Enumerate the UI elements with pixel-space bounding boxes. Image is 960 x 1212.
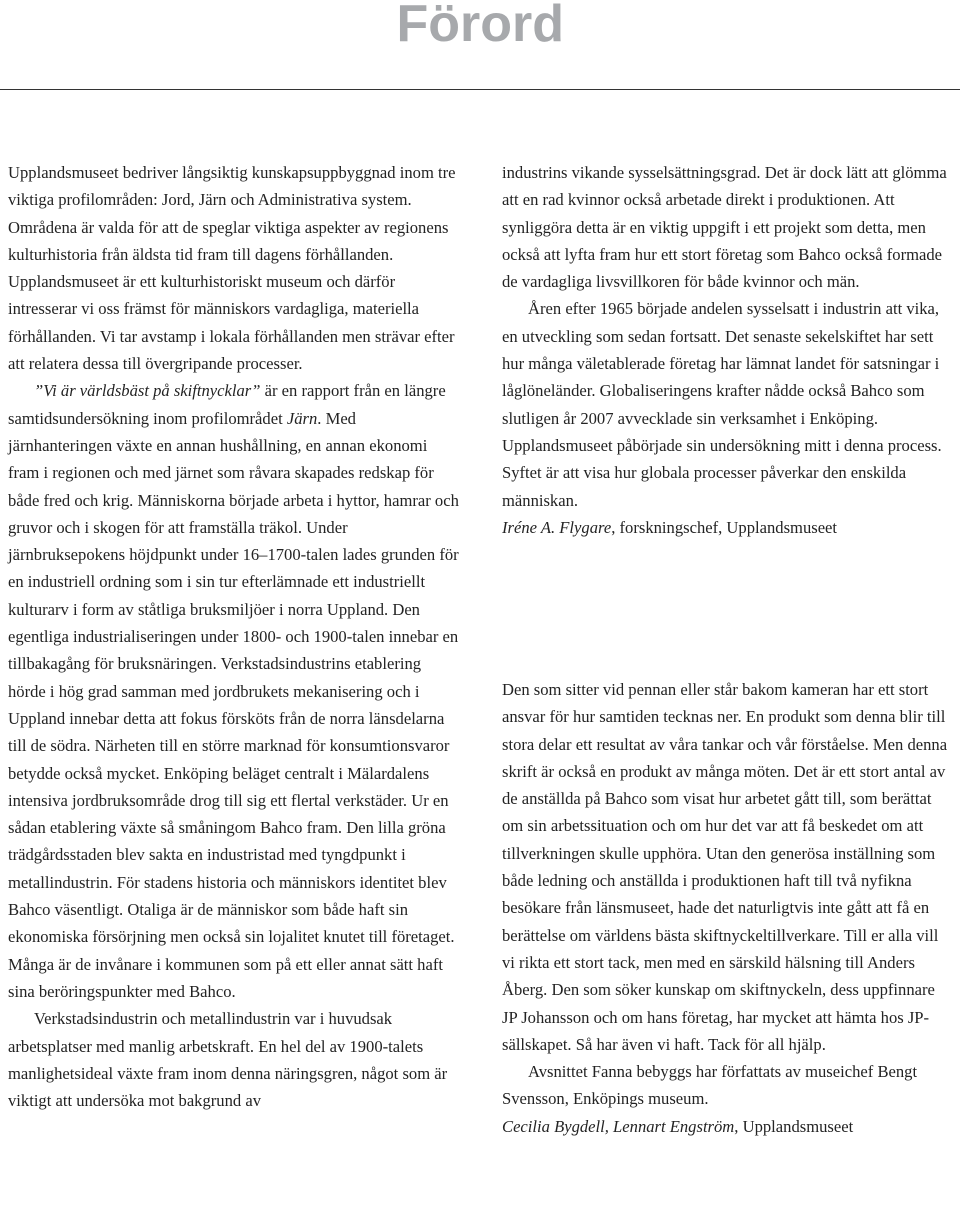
right-bottom-paragraph-1: Den som sitter vid pennan eller står bakom kameran har ett stort ansvar för hur samtiden tecknas ner. En produkt som denna blir till stora delar ett resultat av våra tankar och vår förståelse. Men denna skrift är också en produkt av många möten. Det är ett stort antal av de anställda på Bahco som visat hur arbetet gått till, som berättat om sin arbetssituation och om hur det var att få beskedet om att tillverkningen skulle upphöra. Utan den generösa inställning som både ledning och anställda i produktionen haft till två nyfikna besökare från länsmuseet, hade det naturligtvis inte gått att få en berättelse om världens bästa skiftnyckeltillverkare. Till er alla vill vi rikta ett stort tack, men med en särskild hälsning till Anders Åberg. Den som söker kunskap om skiftnyckeln, dess uppfinnare JP Johansson och om hans företag, har mycket att hämta hos JP-sällskapet. Så har även vi haft. Tack för all hjälp. (502, 680, 948, 1054)
right-bottom-paragraph-2: Avsnittet Fanna bebyggs har författats av museichef Bengt Svensson, Enköpings museum. (502, 1062, 918, 1109)
signature-role: , forskningschef, Upplandsmuseet (611, 517, 838, 537)
profile-area: Järn (286, 408, 318, 428)
signature-authors: Cecilia Bygdell, Lennart Engström (502, 1116, 735, 1136)
left-paragraph-3: Verkstadsindustrin och metallindustrin var i huvudsak arbetsplatser med manlig arbetskraft. En hel del av 1900-talets manlighetsideal växte fram inom denna näringsgren, något som är viktigt att undersöka mot bakgrund av (8, 1009, 448, 1111)
left-paragraph-1: Upplandsmuseet bedriver långsiktig kunskapsuppbyggnad inom tre viktiga profilområden: Jord, Järn och Administrativa system. Områdena är valda för att de speglar viktiga aspekter av regionens kulturhistoria från äldsta tid fram till dagens förhållanden. Upplandsmuseet är ett kulturhistoriskt museum och därför intresserar vi oss främst för människors vardagliga, materiella förhållanden. Vi tar avstamp i lokala förhållanden men strävar efter att relatera dessa till övergripande processer. (8, 163, 456, 374)
signature-name: Iréne A. Flygare (502, 517, 612, 537)
left-column (8, 159, 460, 1114)
header-rule (0, 89, 960, 90)
right-top-paragraph-2: Åren efter 1965 började andelen sysselsatt i industrin att vika, en utveckling som sedan fortsatt. Det senaste sekelskiftet har sett hur många väletablerade företag har lämnat landet för satsningar i låglöneländer. Globaliseringens krafter nådde också Bahco som slutligen år 2007 avvecklade sin verksamhet i Enköping. Upplandsmuseet påbörjade sin undersökning mitt i denna process. Syftet är att visa hur globala processer påverkar den enskilda människan. (502, 299, 942, 510)
right-column-bottom (502, 676, 952, 1140)
left-paragraph-2-rest: . Med järnhanteringen växte en annan hushållning, en annan ekonomi fram i regionen och med järnet som råvara skapades redskap för både fred och krig. Människorna började arbeta i hyttor, hamrar och gruvor och i skogen för att framställa träkol. Under järnbruksepokens höjdpunkt under 16–1700-talen lades grunden för en industriell ordning som i sin tur efterlämnade ett industriellt kulturarv i form av ståtliga bruksmiljöer i norra Uppland. Den egentliga industrialiseringen under 1800- och 1900-talen innebar en tillbakagång för bruksnäringen. Verkstadsindustrins etablering hörde i hög grad samman med jordbrukets mekanisering och i Uppland innebar detta att fokus försköts från de norra länsdelarna till de södra. Närheten till en större marknad för konsumtionsvaror betydde också mycket. Enköping beläget centralt i Mälardalens intensiva jordbruksområde drog till sig ett flertal verkstäder. Ur en sådan etablering växte så småningom Bahco fram. Den lilla gröna trädgårdsstaden blev sakta en industristad med tyngdpunkt i metallindustrin. För stadens historia och människors identitet blev Bahco väsentligt. Otaliga är de människor som både haft sin ekonomiska försörjning men också sin lojalitet knutet till företaget. Många är de invånare i kommunen som på ett eller annat sätt haft sina beröringspunkter med Bahco. (8, 408, 459, 1001)
foreword-signature (502, 514, 957, 541)
left-paragraph-2 (8, 377, 460, 1005)
report-title: ”Vi är världsbäst på skiftnycklar” (34, 381, 261, 401)
page-title: Förord (396, 0, 564, 53)
signature-org: , Upplandsmuseet (734, 1116, 854, 1136)
left-paragraph-2-mid: är en rapport från en längre samtidsundersökning inom profilområdet (8, 381, 446, 428)
authors-signature (502, 1113, 952, 1140)
right-column-top (502, 159, 957, 541)
right-top-paragraph-1: industrins vikande sysselsättningsgrad. Det är dock lätt att glömma att en rad kvinnor också arbetade direkt i produktionen. Att synliggöra detta är en viktig uppgift i ett projekt som detta, men också att lyfta fram hur ett stort företag som Bahco också formade de vardagliga livsvillkoren för både kvinnor och män. (502, 163, 947, 292)
